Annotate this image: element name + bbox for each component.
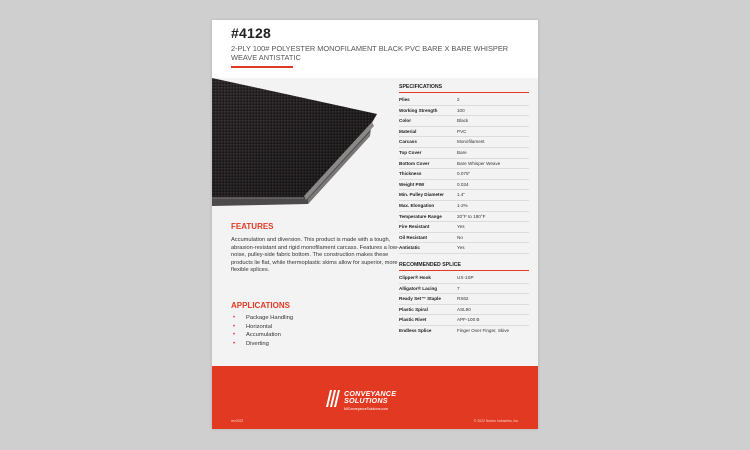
- list-item: • Horizontal: [233, 323, 273, 330]
- table-row: Antistatic Yes: [399, 243, 529, 254]
- sheet-header: [212, 20, 538, 78]
- applications-heading: APPLICATIONS: [231, 301, 290, 310]
- copyright: © 2022 Norton Industries, Inc.: [473, 419, 519, 423]
- table-row: Max. Elongation 1-2%: [399, 201, 529, 212]
- table-row: Color Black: [399, 116, 529, 127]
- table-row: Temperature Range 20°F to 180°F: [399, 212, 529, 223]
- title-underline: [231, 66, 293, 68]
- splice-heading: RECOMMENDED SPLICE: [399, 262, 529, 271]
- table-row: Alligator® Lacing 7: [399, 284, 529, 295]
- table-row: Fire Resistant Yes: [399, 222, 529, 233]
- bullet-icon: •: [233, 315, 236, 321]
- table-row: Weight PIW 0.034: [399, 180, 529, 191]
- spec-sheet: [212, 20, 538, 429]
- table-row: Material PVC: [399, 127, 529, 138]
- list-item: • Package Handling: [233, 315, 294, 321]
- specifications-heading: SPECIFICATIONS: [399, 84, 529, 93]
- sheet-footer: [212, 366, 538, 429]
- applications-list: [233, 314, 293, 348]
- table-row: Bottom Cover Bare Whisper Weave: [399, 159, 529, 170]
- features-heading: FEATURES: [231, 222, 274, 231]
- bullet-icon: •: [233, 332, 236, 338]
- bullet-icon: •: [233, 323, 236, 330]
- sheet-body: [212, 78, 538, 366]
- brand-name: CONVEYANCE SOLUTIONS: [344, 389, 397, 406]
- doc-code: rev2022: [231, 419, 244, 423]
- bullet-icon: •: [233, 340, 236, 347]
- brand-logo: [324, 388, 434, 414]
- brand-url[interactable]: MIConveyanceSolutions.com: [344, 407, 388, 411]
- brand-mark-icon: [324, 389, 341, 408]
- table-row: Oil Resistant No: [399, 233, 529, 244]
- table-row: Ready Set™ Staple RS62: [399, 294, 529, 305]
- table-row: Plastic Rivet APF-100 B: [399, 315, 529, 326]
- table-row: Clipper® Hook UX-1SP: [399, 273, 529, 284]
- belt-photo: [212, 78, 384, 206]
- table-row: Carcass Monofilament: [399, 137, 529, 148]
- table-row: Thickness 0.075": [399, 169, 529, 180]
- table-row: Working Strength 100: [399, 106, 529, 117]
- table-row: Plies 2: [399, 95, 529, 106]
- product-code: #4128: [231, 25, 271, 41]
- spec-panel: [399, 78, 529, 335]
- list-item: • Accumulation: [233, 332, 281, 338]
- table-row: Top Cover Bare: [399, 148, 529, 159]
- table-row: Min. Pulley Diameter 1.4": [399, 190, 529, 201]
- table-row: Endless Splice Finger Over Finger, Skive: [399, 327, 510, 333]
- features-text: Accumulation and diversion. This product is made with a tough, abrasion-resistant and rigid monofilament carcass. Features a low-noise, pulley-side fabric bottom. The construction makes these products lie flat, while thermoplastic skims allow for superior, more flexible splices.: [231, 237, 399, 273]
- product-title: 2-PLY 100# POLYESTER MONOFILAMENT BLACK PVC BARE X BARE WHISPER WEAVE ANTISTATIC: [231, 44, 509, 62]
- table-row: Plastic Spiral ASL90: [399, 305, 529, 316]
- list-item: • Diverting: [233, 340, 269, 347]
